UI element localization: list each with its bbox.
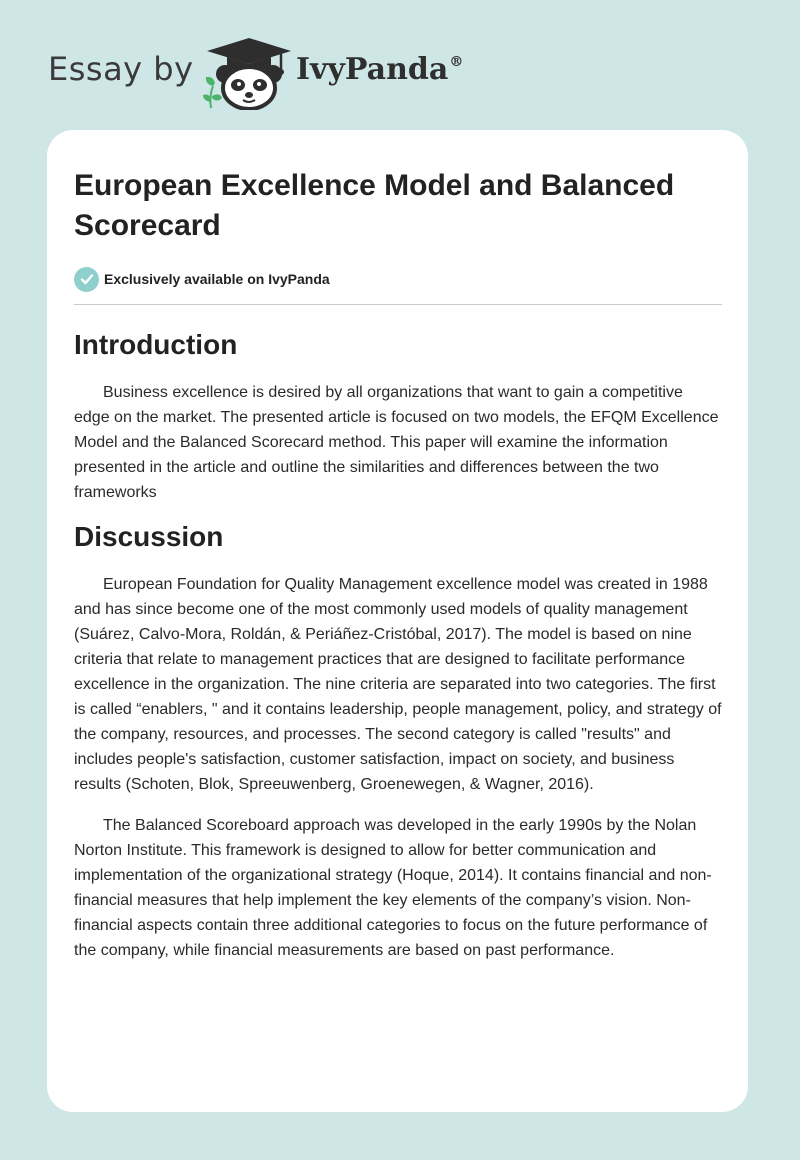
title-divider — [74, 304, 722, 305]
exclusive-badge-row — [74, 266, 722, 292]
site-header — [0, 0, 800, 130]
check-icon — [74, 267, 99, 292]
brand-name[interactable] — [296, 52, 463, 87]
paragraph-discussion-2: The Balanced Scoreboard approach was developed in the early 1990s by the Nolan Norton Institute. This framework is designed to allow for better communication and implementation of the organizational strategy (Hoque, 2014). It contains financial and non-financial measures that help implement the key elements of the company’s vision. Non-financial aspects contain three additional categories to focus on the future performance of the company, while financial measurements are based on past performance. — [74, 817, 712, 959]
article-card — [47, 130, 748, 1112]
exclusive-label: Exclusively available on IvyPanda — [104, 271, 330, 287]
brand-prefix: Essay by — [48, 50, 194, 88]
panda-icon — [216, 65, 282, 109]
paragraph-introduction-1: Business excellence is desired by all organizations that want to gain a competitive edge on the market. The presented article is focused on two models, the EFQM Excellence Model and the Balanced Scorecard method. This paper will examine the information presented in the article and outline the similarities and differences between the two frameworks — [74, 384, 719, 501]
ivy-leaf-icon — [203, 77, 222, 108]
brand-name-text: IvyPanda — [296, 52, 449, 87]
section-heading-introduction: Introduction — [74, 329, 238, 360]
section-heading-discussion: Discussion — [74, 521, 224, 552]
page-title: European Excellence Model and Balanced Scorecard — [74, 169, 675, 242]
paragraph-discussion-1: European Foundation for Quality Management excellence model was created in 1988 and has since become one of the most commonly used models of quality management (Suárez, Calvo-Mora, Roldán, & Periáñez-Cristóbal, 2017). The model is based on nine criteria that relate to management practices that are designed to facilitate performance excellence in the organization. The nine criteria are separated into two categories. The first is called “enablers, " and it contains leadership, people management, policy, and strategy of the company, resources, and processes. The second category is called "results" and includes people's satisfaction, customer satisfaction, impact on society, and business results (Schoten, Blok, Spreeuwenberg, Groenewegen, & Wagner, 2016). — [74, 576, 722, 793]
ivypanda-logo-icon[interactable] — [203, 36, 295, 110]
registered-mark: ® — [449, 54, 464, 70]
article-content — [74, 166, 722, 963]
